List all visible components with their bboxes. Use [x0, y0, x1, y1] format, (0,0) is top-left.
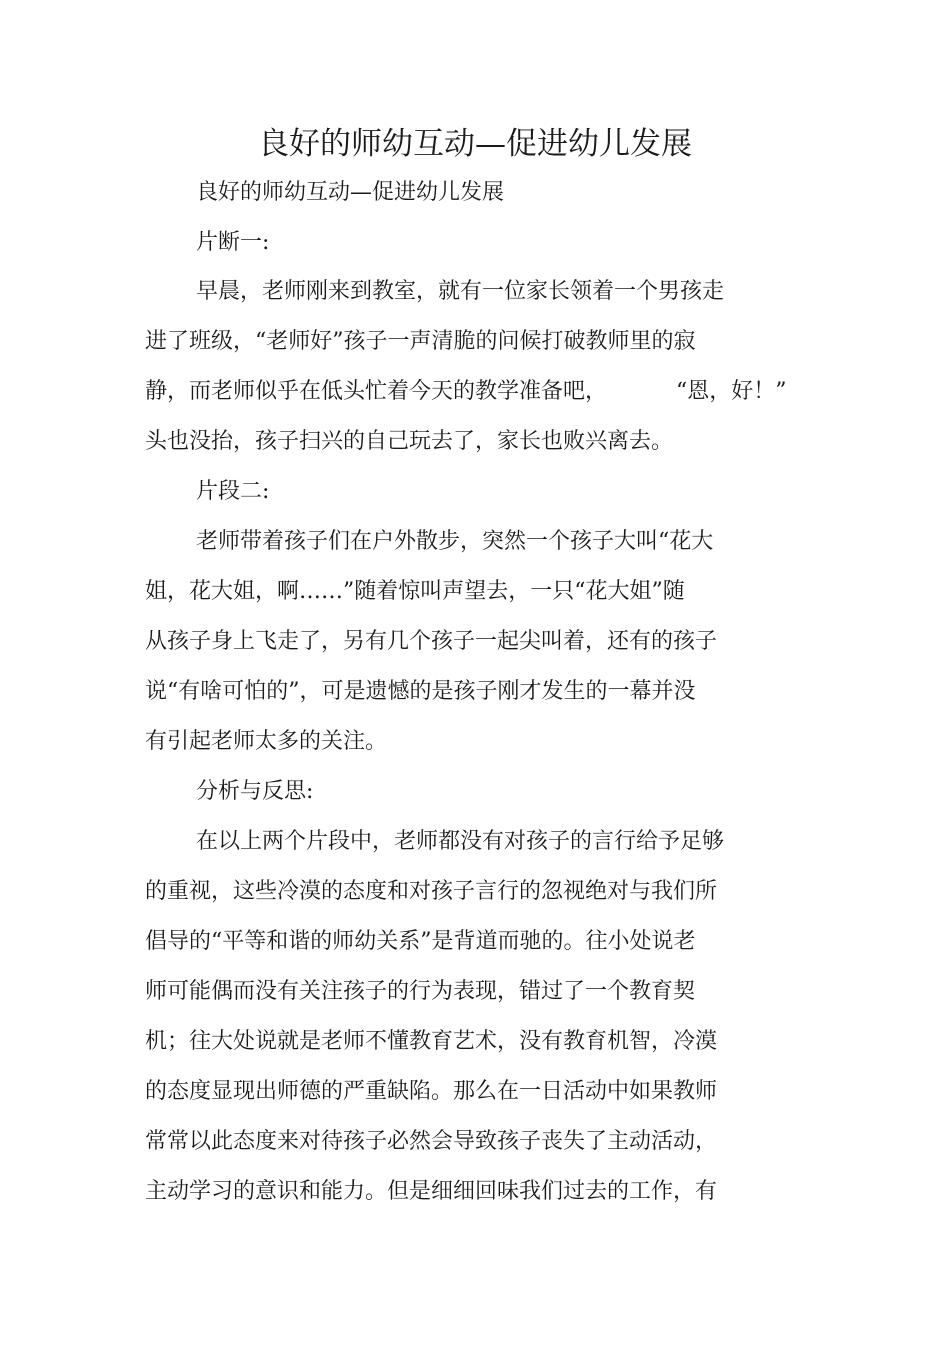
paragraph-line: 倡导的“平等和谐的师幼关系”是背道而驰的。往小处说老 [145, 929, 696, 954]
paragraph-line: 说“有啥可怕的”，可是遗憾的是孩子刚才发生的一幕并没 [145, 679, 696, 704]
paragraph-line: 常常以此态度来对待孩子必然会导致孩子丧失了主动活动， [145, 1129, 718, 1154]
paragraph-line: 头也没抬，孩子扫兴的自己玩去了，家长也败兴离去。 [145, 429, 674, 454]
paragraph-line: 师可能偶而没有关注孩子的行为表现，错过了一个教育契 [145, 979, 696, 1004]
paragraph-line: 进了班级，“老师好”孩子一声清脆的问候打破教师里的寂 [145, 329, 696, 354]
paragraph-line: 从孩子身上飞走了，另有几个孩子一起尖叫着，还有的孩子 [145, 629, 718, 654]
paragraph-line: 机；往大处说就是老师不懂教育艺术，没有教育机智，冷漠 [145, 1029, 718, 1054]
paragraph-line: 的重视，这些冷漠的态度和对孩子言行的忽视绝对与我们所 [145, 879, 718, 904]
paragraph-line: 姐，花大姐，啊……”随着惊叫声望去，一只“花大姐”随 [145, 579, 685, 604]
paragraph-line: 有引起老师太多的关注。 [145, 729, 388, 754]
section3-heading: 分析与反思: [196, 779, 314, 804]
section2-heading: 片段二: [196, 479, 270, 504]
quoted-reply: “恩，好！” [676, 379, 787, 404]
document-subtitle: 良好的师幼互动—促进幼儿发展 [196, 180, 505, 205]
paragraph-line: 主动学习的意识和能力。但是细细回味我们过去的工作，有 [145, 1179, 718, 1204]
paragraph-line: 静，而老师似乎在低头忙着今天的教学准备吧， [145, 379, 608, 404]
paragraph-line: 的态度显现出师德的严重缺陷。那么在一日活动中如果教师 [145, 1079, 718, 1104]
section1-heading: 片断一: [196, 230, 270, 255]
paragraph-line: 在以上两个片段中，老师都没有对孩子的言行给予足够 [196, 829, 725, 854]
paragraph-line: 早晨，老师刚来到教室，就有一位家长领着一个男孩走 [196, 279, 725, 304]
paragraph-line: 老师带着孩子们在户外散步，突然一个孩子大叫“花大 [196, 529, 714, 554]
document-title: 良好的师幼互动—促进幼儿发展 [258, 126, 692, 162]
